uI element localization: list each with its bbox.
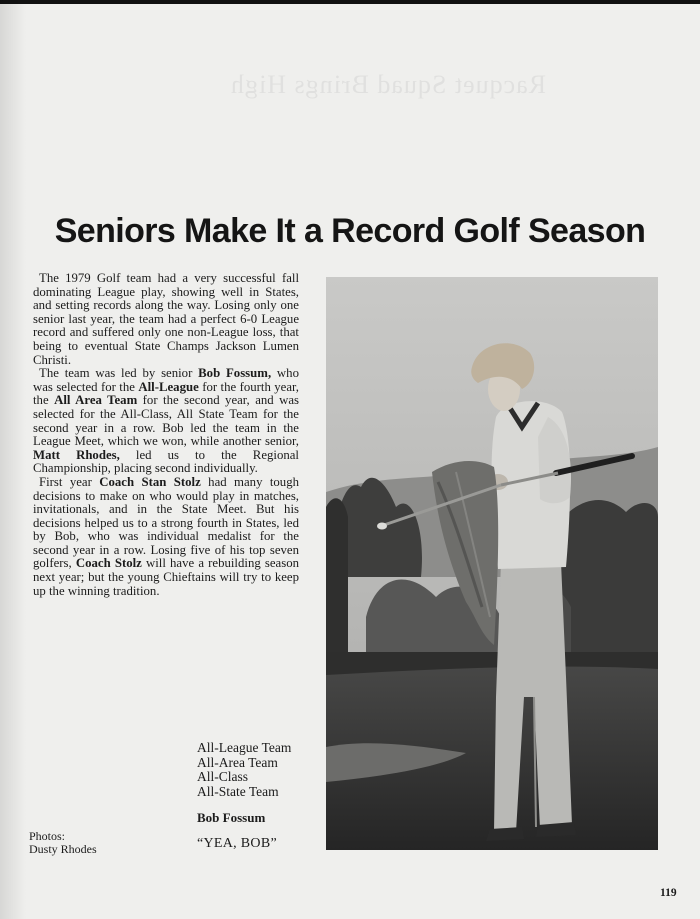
article-paragraph [33, 367, 299, 476]
text-run: The team was led by senior [39, 366, 199, 381]
golfer-photo [326, 277, 658, 850]
highlighted-name: Coach Stan Stolz [99, 474, 201, 489]
photo-credit [29, 830, 149, 856]
caption-quote: “YEA, BOB” [197, 836, 277, 851]
article-paragraph [33, 476, 299, 598]
article-paragraph [33, 272, 299, 367]
text-run: for the second year, and was selected for the All-Class, All State Team for the second year in a row. Bob led the team in the League Meet, which we won, while another senior, [33, 393, 300, 449]
page-number: 119 [660, 887, 677, 899]
honor-item: All-Class [197, 769, 249, 785]
page-top-edge [0, 0, 700, 4]
highlighted-name: Coach Stolz [75, 556, 142, 571]
honor-item: All-State Team [197, 783, 279, 799]
highlighted-name: All-League [138, 379, 199, 394]
photographer-name: Dusty Rhodes [29, 841, 97, 856]
text-run: for the fourth year, the [33, 379, 299, 408]
highlighted-name: Matt Rhodes, [33, 447, 120, 462]
highlighted-name: All Area Team [54, 393, 138, 408]
article-body [33, 272, 299, 598]
highlighted-name: Bob Fossum, [198, 366, 272, 381]
honor-item: All-League Team [197, 740, 292, 755]
caption-name: Bob Fossum [197, 810, 266, 825]
honors-list [197, 741, 322, 799]
binding-gutter-shadow [0, 0, 26, 919]
text-run: will have a rebuilding season next year; but the young Chieftains will try to keep up the winning tradition. [33, 556, 299, 598]
text-run: led us to the Regional Championship, placing second individually. [33, 447, 299, 476]
text-run: had many tough decisions to make on who would play in matches, invitationals, and in the State Meet. But his decisions helped us to a strong fourth in States, led by Bob, who was individual medalist for the second year in a row. Losing five of his top seven golfers, [33, 474, 299, 571]
text-run: First year [39, 474, 100, 489]
photo-credit-label: Photos: [29, 829, 66, 843]
honor-item: All-Area Team [197, 754, 278, 770]
bleed-through-text: Racquet Squad Brings High [230, 70, 547, 99]
text-run: The 1979 Golf team had a very successful fall dominating League play, showing well in States, and setting records along the way. Losing only one senior last year, the team had a perfect 6-0 League record and suffered only one non-League loss, that being to eventual State Champs Jackson Lumen Christi. [33, 271, 299, 367]
page-title: Seniors Make It a Record Golf Season [54, 212, 646, 250]
text-run: who was selected for the [33, 366, 299, 394]
